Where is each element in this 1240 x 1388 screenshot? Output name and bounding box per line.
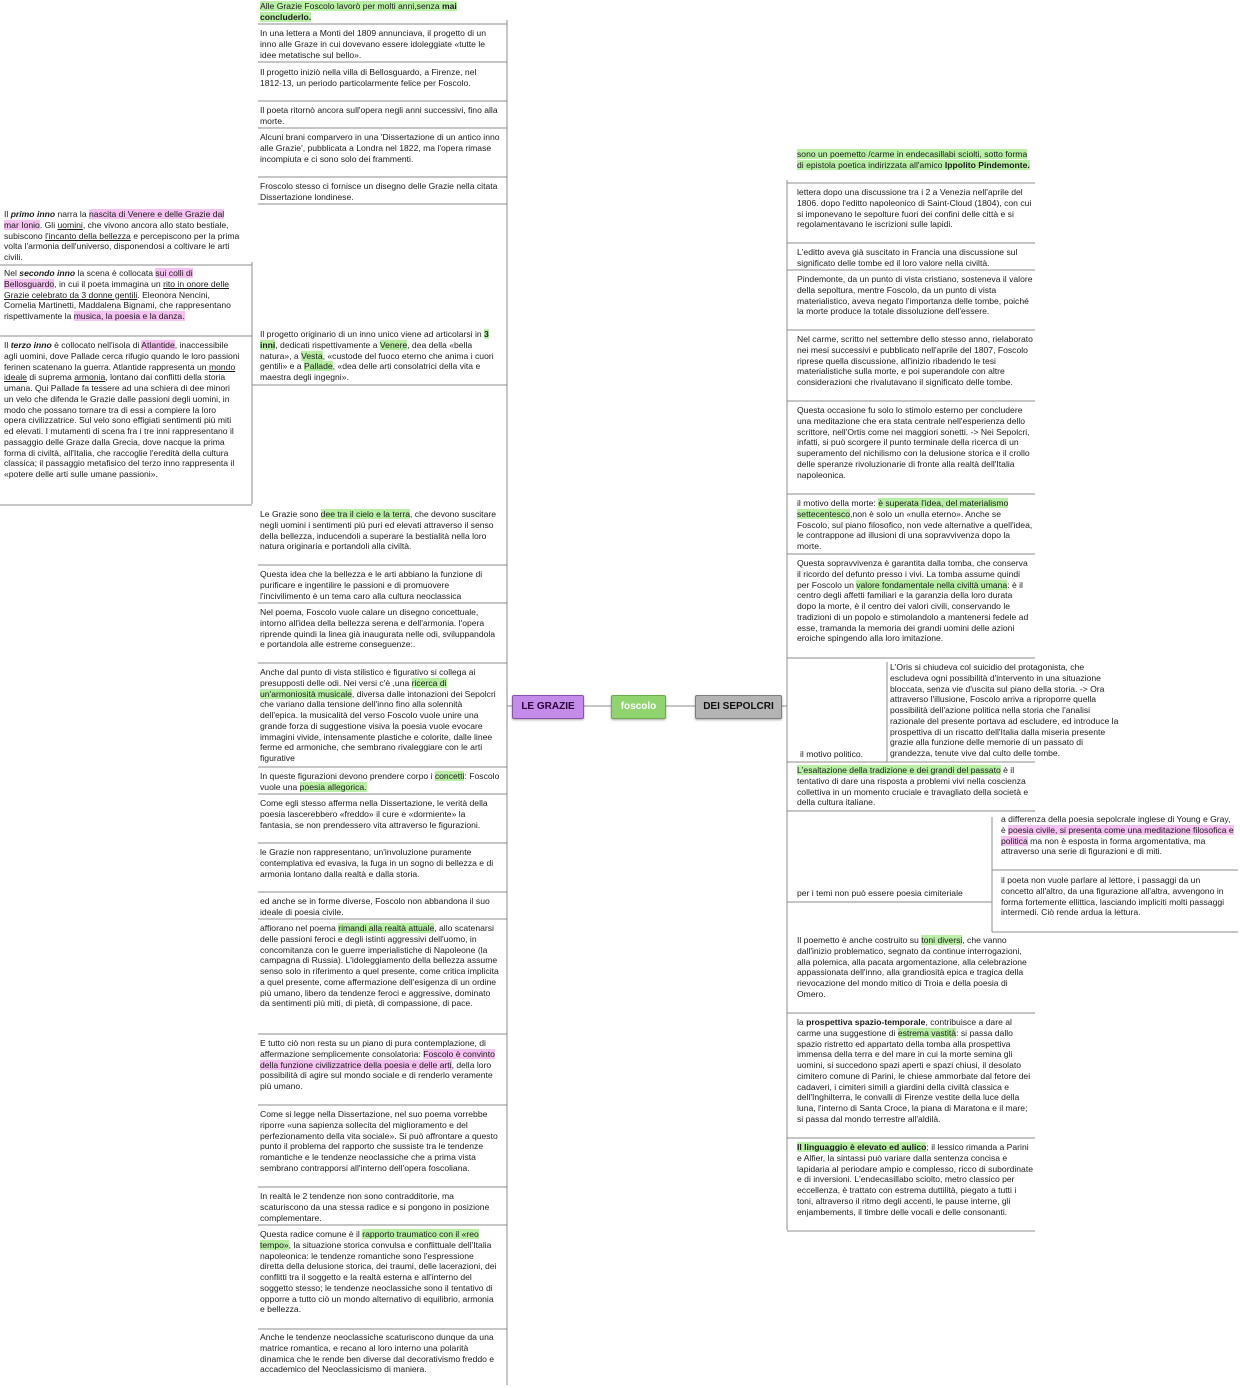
text-run: ed anche se in forme diverse, Foscolo non abbandona il suo ideale di poesia civile. [260, 896, 490, 917]
text-run: Il progetto iniziò nella villa di Bellosguardo, a Firenze, nel 1812-13, un periodo particolarmente felice per Foscolo. [260, 67, 477, 88]
text-run: In queste figurazioni devono prendere corpo i [260, 771, 435, 781]
text-run: Il [4, 340, 11, 350]
text-run: ricerca di un'armoniosità musicale [260, 677, 447, 699]
text-run: Anche le tendenze neoclassiche scaturiscono dunque da una matrice romantica, e recano al loro interno una polarità dinamica che le rende ben diverse dal decorativismo freddo e accademico del Neoclassicismo di maniera. [260, 1332, 495, 1375]
text-run: . Eleonora Nencini, Cornelia Martinetti, Maddalena Bignami, che rappresentano rispettivamente la [4, 289, 231, 321]
elliptic-form-detail[interactable] [1001, 875, 1235, 930]
sepolcri-node[interactable] [797, 187, 1033, 242]
grazie-node[interactable] [260, 1109, 500, 1186]
inno-node[interactable] [4, 340, 240, 504]
text-run: : Foscolo vuole una [260, 771, 500, 792]
text-run: L'editto aveva già suscitato in Francia una discussione sul significato delle tombe ed il loro valore nella civiltà. [797, 247, 1018, 268]
text-run: rapporto traumatico con il «reo tempo» [260, 1229, 479, 1250]
text-run: è collocato nell'isola di [51, 340, 142, 350]
text-run: E tutto ciò non resta su un piano di pura contemplazione, di affermazione semplicemente consolatoria: [260, 1038, 486, 1059]
text-run: : si passa dallo spazio ristretto ed appartato della tomba alla prospettiva immensa della terra e del mare in cui la morte semina gli uomini, si succedono spazi aperti e spazi chiusi, il desolato cimitero comune di Parini, le chiese ammorbate dal fetore dei cadaveri, i cimiteri simili a giardini della civiltà classica e dell'Inghilterra, le convalli di Firenze vestite della luce della luna, l'interno di Santa Croce, la piana di Maratona e il mare; si passa dal mondo terrestre all'aldilà. [797, 1027, 1031, 1124]
topic-dei-sepolcri[interactable]: DEI SEPOLCRI [695, 695, 782, 719]
sepolcri-node[interactable] [797, 405, 1033, 493]
text-run: sono un poemetto /carme in endecasillabi sciolti, sotto forma di epistola poetica indirizzata all'amico [797, 149, 1028, 170]
text-run: Pallade [303, 361, 333, 372]
text-run: Questa radice comune è il [260, 1229, 363, 1239]
sepolcri-node[interactable] [797, 765, 1033, 809]
text-run: , che devono suscitare negli uomini i sentimenti più puri ed elevati attraverso il senso della bellezza, inducendoli a superare la bestialità nella loro natura originaria e portandoli alla civiltà. [260, 509, 496, 552]
text-run: Questa idea che la bellezza e le arti abbiano la funzione di purificare e ingentilire le passioni e di promuovere l'incivilimento è un tema caro alla cultura neoclassica [260, 569, 483, 601]
text-run: Il progetto originario di un inno unico viene ad articolarsi in [260, 329, 485, 339]
text-run: Nel poema, Foscolo vuole calare un disegno concettuale, intorno all'idea della bellezza serena e dell'armonia. l'opera riprende quindi la linea già inaugurata nelle odi, sviluppandola e portandola alle estreme conseguenze:. [260, 607, 496, 650]
inno-node[interactable] [4, 209, 240, 264]
sepolcri-node[interactable] [797, 1142, 1033, 1230]
text-run: , della loro possibilità di agire sul mondo sociale e di renderlo veramente più umano. [260, 1059, 493, 1091]
sepolcri-node[interactable] [797, 247, 1033, 269]
text-run: lettera dopo una discussione tra i 2 a Venezia nell'aprile del 1806. dopo l'editto napoleonico di Saint-Cloud (1804), con cui si imponevano le sepolture fuori dei confini delle città e si regolamentavano le iscrizioni sulle lapidi. [797, 187, 1032, 230]
text-run: Le Grazie sono [260, 509, 321, 519]
grazie-node[interactable] [260, 847, 500, 891]
text-run: è il tentativo di dare una risposta a problemi vivi nella coscienza collettiva in un momento cruciale e travagliato della società e della cultura italiane. [797, 765, 1029, 808]
text-run: sui colli di Bellosguardo [4, 268, 193, 289]
grazie-node[interactable] [260, 329, 500, 384]
text-run: secondo inno [19, 268, 76, 278]
text-run: , «custode del fuoco eterno che anima i cuori gentili» e a [260, 350, 494, 372]
text-run: , la situazione storica convulsa e conflittuale dell'Italia napoleonica: le tendenze romantiche sono l'espressione diretta della delusione storica, dei traumi, delle lacerazioni, dei conflitti tra il soggetto e la realtà esterna e all'interno del soggetto stesso; le tendenze neoclassiche sono il tentativo di opporre a tutto ciò un mondo alternativo di equilibrio, armonia e bellezza. [260, 1239, 497, 1315]
text-run: Ippolito Pindemonte. [944, 159, 1030, 170]
text-run: Froscolo stesso ci fornisce un disegno delle Grazie nella citata Dissertazione londinese. [260, 181, 498, 202]
grazie-node[interactable] [260, 1332, 500, 1387]
text-run: Anche dal punto di vista stilistico e figurativo si collega ai presupposti delle odi. Nei versi c'è ,una [260, 667, 476, 688]
text-run: poesia allegorica. [299, 781, 367, 792]
text-run: . Gli [39, 219, 58, 230]
text-run: Il poemetto è anche costruito su [797, 935, 922, 945]
grazie-node[interactable] [260, 1191, 500, 1224]
text-run: ma non è esposta in forma argomentativa, ma attraverso una serie di figurazioni e di miti. [1001, 835, 1206, 857]
sepolcri-node[interactable] [797, 935, 1033, 1012]
text-run: affiorano nel poema [260, 923, 339, 933]
text-run: uomini [57, 219, 83, 230]
grazie-node[interactable] [260, 181, 500, 203]
sepolcri-node[interactable] [797, 334, 1033, 400]
text-run: , che vanno dall'inizio problematico, segnato da continue interrogazioni, alla polemica, alla pacata argomentazione, alla celebrazione appassionata dell'inno, alla grandiosità epica e tragica della rievocazione del mondo mitico di Troia e della poesia di Omero. [797, 935, 1027, 999]
text-run: , contribuisce a dare al carme una suggestione di [797, 1017, 1012, 1038]
text-run: e percepiscono per la prima volta l'armonia dell'universo, disponendosi a coltivare le arti civili. [4, 230, 240, 262]
text-run: toni diversi [921, 935, 963, 945]
text-run: Foscolo è convinto della funzione civilizzatrice della poesia e delle arti [260, 1048, 495, 1070]
text-run: narra la [55, 209, 90, 219]
sepolcri-node[interactable] [797, 558, 1033, 657]
text-run: armonia [74, 372, 106, 383]
text-run: per i temi non può essere poesia cimiteriale [797, 888, 963, 898]
grazie-node[interactable] [260, 67, 500, 100]
text-run: terzo inno [10, 340, 52, 350]
text-run: , allo scatenarsi delle passioni feroci e degli istinti aggressivi dell'uomo, in concomitanza con le guerre imperialistiche di Napoleone (la campagna di Russia). L'idoleggiamento della bellezza assume senso solo in riferimento a quel presente, come critica implicita a quel presente, come affermazione dell'esigenza di un ordine più umano, libero da tendenze feroci e aggressive, dominato da sentimenti più miti, di pietà, di compassione, di pace. [260, 923, 499, 1009]
text-run: Il poeta ritornò ancora sull'opera negli anni successivi, fino alla morte. [260, 105, 498, 126]
text-run: 3 inni [260, 329, 489, 350]
text-run: Questa occasione fu solo lo stimolo esterno per concludere una meditazione che era stata centrale nell'esperienza dello scrittore, nell'Ortis come nei maggiori sonetti. -> Nei Sepolcri, infatti, si può scorgere il punto terminale della ricerca di un superamento del nichilismo con la delusione storica e il crollo delle speranze rivoluzionarie di fronte alla realtà dell'Italia napoleonica. [797, 405, 1030, 480]
sepolcri-node[interactable] [797, 274, 1033, 329]
text-run: la [797, 1017, 807, 1027]
text-run: , lontano dai conflitti della storia umana. Qui Pallade fa tessere ad una schiera di dee minori un velo che difenda le Grazie dalle passioni degli uomini, in modo che possano tornare tra di essi a compiere la loro opera civilizzatrice. Sul velo sono effigiati sentimenti più miti ed elevati. I mutamenti di scena fra i tre inni rappresentano il passaggio delle Graze dalla Grecia, dove nacque la prima forma di civiltà, all'Italia, che raccoglie l'eredità della cultura classica; il passaggio metafisico del terzo inno rappresenta il «potere delle arti sulle umane passioni». [4, 372, 235, 479]
text-run: , dea della «bella natura», a [260, 339, 473, 361]
text-run: ; il lessico rimanda a Parini e Alfier, la sintassi può variare dalla sentenza concisa e lapidaria al periodare ampio e complesso, ricco di subordinate e di inversioni. L'endecasillabo sciolto, metro classico per eccellenza, è trattato con estrema duttilità, piegato a tutti i toni, altraverso il ritmo degli accenti, le pause interne, gli enjambements, il timbre delle vocali e delle consonanti. [797, 1142, 1033, 1217]
text-run: le Grazie non rappresentano, un'involuzione puramente contemplativa ed evasiva, la fuga in un sogno di bellezza e di armonia lontano dalla realtà e dalla storia. [260, 847, 494, 879]
text-run: valore fondamentale nella civiltà umana [856, 579, 1008, 590]
grazie-node[interactable] [260, 798, 500, 842]
text-run: rito in onore delle Grazie celebrato da 3 donne gentili [4, 278, 230, 300]
sepolcri-node[interactable] [797, 149, 1031, 182]
text-run: L'Oris si chiudeva col suicidio del protagonista, che escludeva ogni possibilità d'intervento in una situazione bloccata, senza vie d'uscita sul piano della storia. -> Ora attraverso l'illusione, Foscolo arriva a riproporre quella possibilità dell'azione politica nella storia che l'analisi razionale del presente portava ad escludere, ed introduce la prospettiva di un riscatto dell'Italia dalla miseria presente grazie alla funzione delle memorie di un passato di grandezza, tenute vive dal culto delle tombe. [890, 662, 1119, 758]
civil-poetry-detail[interactable] [1001, 814, 1237, 869]
text-run: Alcuni brani comparvero in una 'Dissertazione di un antico inno alle Grazie', pubblicata a Londra nel 1822, ma l'opera rimase incompiuta e ci sono solo dei frammenti. [260, 132, 500, 164]
text-run: rimandi alla realtà attuale [338, 923, 435, 933]
text-run: Alle Grazie Foscolo lavorò per molti anni,senza [260, 1, 442, 11]
text-run: l'incanto della bellezza [45, 230, 131, 241]
text-run: Nel [4, 268, 20, 278]
text-run: il motivo politico. [800, 749, 864, 759]
grazie-node[interactable] [260, 607, 500, 662]
text-run: nascita di Venere e delle Grazie dal mar Ionio [4, 209, 225, 230]
text-run: ,non è solo un «nulla eterno». Anche se Foscolo, sul piano filosofico, non vede alternative a quell'idea, le contrappone ad illusioni di una sopravvivenza dopo la morte. [797, 508, 1033, 551]
text-run: , in cui il poeta immagina un [54, 278, 164, 289]
grazie-node[interactable] [260, 28, 500, 61]
text-run: , «dea delle arti consolatrici della vita e maestra degli ingegni». [260, 361, 481, 382]
text-run: Il [4, 209, 11, 219]
text-run: estrema vastità [897, 1027, 957, 1038]
grazie-node[interactable] [260, 569, 500, 602]
text-run: L'esaltazione della tradizione e dei grandi del passato [797, 765, 1001, 775]
text-run: poesia civile, si presenta come una meditazione filosofica e politica [1001, 824, 1234, 846]
sepolcri-node[interactable] [800, 749, 880, 761]
text-run: il poeta non vuole parlare al lettore, i passaggi da un concetto all'altro, da una figurazione all'altra, avvengono in forma fortemente ellittica, lasciando impliciti molti passaggi intermedi. Ciò rende ardua la lettura. [1001, 875, 1225, 918]
grazie-node[interactable] [260, 509, 500, 564]
text-run: Questa sopravvivenza è garantita dalla tomba, che conserva il ricordo del defunto presso i vivi. La tomba assume quindi per Foscolo un [797, 558, 1028, 590]
text-run: , diversa dalle intonazioni dei Sepolcri che variano dalla tensione dell'inno fino alla solennità dell'epica. la musicalità del verso Foscolo vuole unire una grande forza di suggestione visiva la poesia vuole evocare immagini vivide, intensamente plastiche e colorite, dalle linee ferme ed armoniche, che sembrano rivaleggiare con le arti figurative [260, 688, 496, 763]
grazie-node[interactable] [260, 923, 500, 1033]
grazie-node[interactable] [260, 771, 500, 793]
text-run: Come egli stesso afferma nella Dissertazione, le verità della poesia lascerebbero «freddo» il cure e «dormiente» la fantasia, se non prendessero vita attraverso le figurazioni. [260, 798, 488, 830]
text-run: Come si legge nella Dissertazione, nel suo poema vorrebbe riporre «una sapienza sollecita del miglioramento e del perfezionamento della vita sociale». Si può affrontare a questo punto il problema del rapporto che sussiste tra le tendenze romantiche e le tendenze neoclassiche che a prima vista sembrano contrapporsi all'interno dell'opera foscoliana. [260, 1109, 498, 1173]
text-run: musica, la poesia e la danza. [73, 311, 185, 321]
text-run: , inaccessibile agli uomini, dove Pallade cerca rifugio quando le loro passioni ferinen scatenano la guerra. Atlantide rappresenta un [4, 340, 240, 372]
text-run: In realtà le 2 tendenze non sono contradditorie, ma scaturiscono da una stessa radice e si pongono in posizione complementare. [260, 1191, 490, 1223]
grazie-node[interactable] [260, 132, 500, 176]
grazie-node[interactable] [260, 1038, 500, 1104]
text-run: , che vivono ancora allo stato bestiale, subiscono [4, 219, 229, 241]
grazie-node[interactable] [260, 1229, 500, 1328]
text-run: a differenza della poesia sepolcrale inglese di Young e Gray, è [1001, 814, 1231, 835]
grazie-node[interactable] [260, 667, 500, 766]
text-run: , dedicati rispettivamente a [275, 339, 380, 350]
topic-le-grazie[interactable]: LE GRAZIE [512, 695, 584, 719]
text-run: è superata l'idea, del materialismo settecentesco [797, 498, 1009, 519]
sepolcri-node[interactable] [797, 498, 1033, 553]
text-run: Venere [379, 339, 408, 350]
text-run: la scena è collocata [75, 268, 156, 278]
sepolcri-node[interactable] [797, 888, 987, 900]
text-run: Vesta [301, 350, 323, 361]
grazie-node[interactable] [260, 105, 500, 127]
text-run: prospettiva spazio-temporale [806, 1017, 926, 1027]
text-run: mondo ideale [4, 361, 236, 383]
text-run: di suprema [26, 372, 75, 383]
text-run: il motivo della morte: [797, 498, 879, 508]
central-topic-foscolo[interactable]: foscolo [611, 695, 666, 719]
text-run: : è il centro degli affetti familiari e la garanzia della loro durata dopo la morte, è il centro dei valori civili, conservando le tradizioni di un popolo e stimolandolo a mantenersi fedele ad esse, tramanda la memoria dei grandi uomini delle azioni eroiche spingendo alla loro imitazione. [797, 579, 1029, 644]
text-run: Nel carme, scritto nel settembre dello stesso anno, rielaborato nei mesi successivi e pubblicato nell'aprile del 1807, Foscolo riprese quella discussione, all'inizio ribadendo le tesi materialistiche sulla morte, e poi superandole con altre considerazioni che rivalutavano il significato delle tombe. [797, 334, 1033, 387]
text-run: dee tra il cielo e la terra [320, 509, 410, 519]
text-run: concetti [434, 771, 465, 781]
grazie-node[interactable] [260, 1, 490, 23]
inno-node[interactable] [4, 268, 240, 334]
text-run: Il linguaggio è elevato ed aulico [797, 1142, 927, 1152]
text-run: Atlantide [141, 340, 175, 350]
grazie-node[interactable] [260, 896, 500, 918]
text-run: primo inno [10, 209, 56, 219]
text-run: Pindemonte, da un punto di vista cristiano, sosteneva il valore della sepoltura, mentre Foscolo, da un punto di vista materialistico, aveva negato l'importanza delle tombe, poiché la morte produce la totale dissoluzione dell'essere. [797, 274, 1033, 317]
political-motive-detail[interactable] [890, 662, 1124, 761]
text-run: In una lettera a Monti del 1809 annunciava, il progetto di un inno alle Graze in cui dovevano essere idoleggiate «tutte le idee metatische sul bello». [260, 28, 486, 60]
text-run: mai concluderlo. [260, 1, 457, 22]
sepolcri-node[interactable] [797, 1017, 1033, 1137]
